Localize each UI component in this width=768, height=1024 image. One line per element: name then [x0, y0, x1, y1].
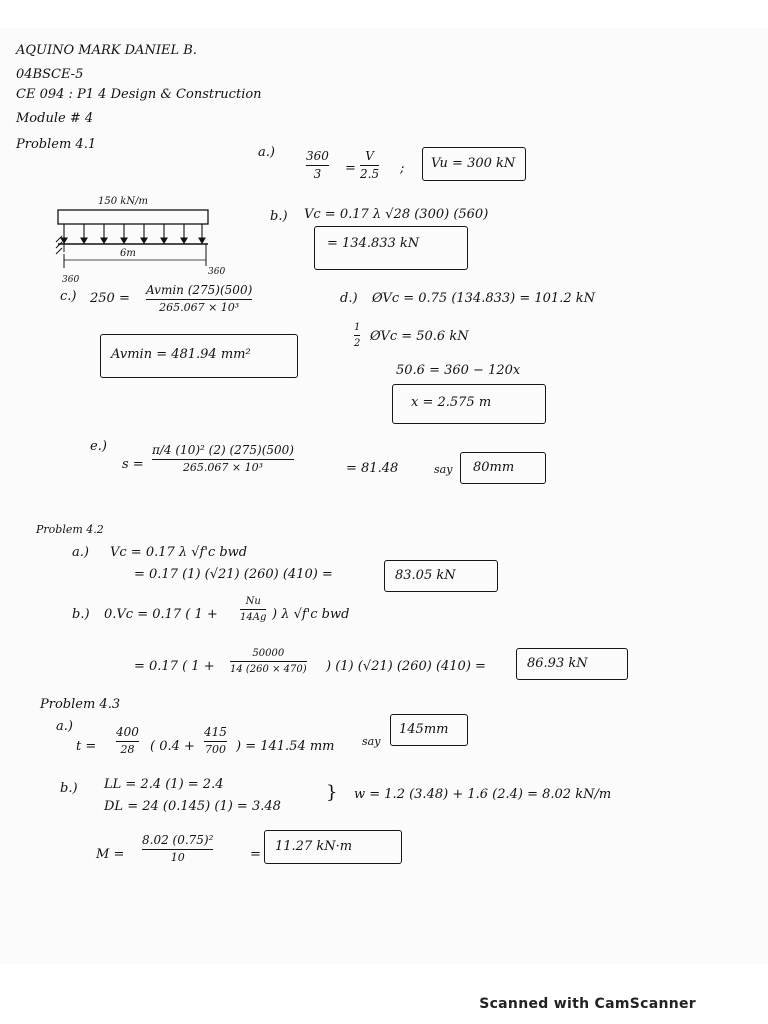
ratio-1: 360 3 [306, 149, 329, 181]
ratio-2: V 2.5 [360, 149, 380, 181]
part-b-label: b.) [60, 781, 78, 796]
answer-box-4-1a: Vu = 300 kN [422, 147, 526, 181]
avmin-fraction: Avmin (275)(500) 265.067 × 10³ [146, 283, 253, 314]
section: 04BSCE-5 [16, 67, 84, 82]
problem-4-1-title: Problem 4.1 [16, 137, 97, 152]
scanner-watermark: Scanned with CamScanner [479, 996, 696, 1012]
scanned-page: AQUINO MARK DANIEL B. 04BSCE-5 CE 094 : P1 4 Design & Construction Module # 4 Problem 4.1 150 kN/m 6m 360 360 a.) 360 3 = V 2.5 ; Vu = 300 kN b.) Vc = 0.17 λ √28 (300) (560) = 134.833 kN c.) 250 = Avmin (275)(500) 265.067 × 10³ Avmin = 481.94 mm² d.) ØVc = 0.75 (134.833) = 101.2 kN 1 2 ØVc = 50.6 kN 50.6 = 360 − 120x x = 2.575 m e.) s = π/4 (10)² (2) (275)(500) 265.067 × 10³ = 81.48 say 80mm Problem 4.2 a.) Vc = 0.17 λ √f'c bwd = 0.17 (1) (√21) (260) (410) = 83.05 kN b.) 0.Vc = 0.17 ( 1 + Nu 14Ag ) λ √f'c bwd = 0.17 ( 1 + 50000 14 (260 × 470) ) (1) (√21) (260) (410) = 86.93 kN Problem 4.3 a.) t = 400 28 ( 0.4 + 415 700 ) = 141.54 mm say 145mm b.) LL = 2.4 (1) = 2.4 DL = 24 (0.145) (1) = 3.48 } w = 1.2 (3.48) + 1.6 (2.4) = 8.02 kN/m M = 8.02 (0.75)² 10 = 11.27 kN·m [0, 28, 768, 964]
load-block [58, 210, 208, 224]
part-e-label: e.) [90, 439, 107, 454]
answer-box-4-3b: 11.27 kN·m [264, 830, 402, 864]
part-c-label: c.) [60, 289, 77, 304]
module-number: Module # 4 [16, 111, 94, 126]
part-a-label: a.) [72, 545, 89, 560]
load-label: 150 kN/m [98, 196, 148, 207]
part-a-label: a.) [258, 145, 275, 160]
problem-4-3-title: Problem 4.3 [40, 697, 121, 712]
right-reaction-label: 360 [208, 267, 226, 277]
part-b-label: b.) [270, 209, 288, 224]
answer-box-4-2a: 83.05 kN [384, 560, 498, 592]
vc-equation: Vc = 0.17 λ √28 (300) (560) [304, 207, 489, 222]
answer-box-4-3a: 145mm [390, 714, 468, 746]
load-arrows [61, 224, 205, 243]
answer-box-4-1e: 80mm [460, 452, 546, 484]
part-d-label: d.) [340, 291, 358, 306]
left-reaction-label: 360 [62, 275, 80, 284]
part-a-label: a.) [56, 719, 73, 734]
part-b-label: b.) [72, 607, 90, 622]
answer-box-4-1c: Avmin = 481.94 mm² [100, 334, 298, 378]
answer-box-4-2b: 86.93 kN [516, 648, 628, 680]
spacing-fraction: π/4 (10)² (2) (275)(500) 265.067 × 10³ [152, 443, 294, 474]
problem-4-2-title: Problem 4.2 [36, 523, 104, 536]
span-label: 6m [120, 248, 136, 259]
beam-diagram [50, 186, 230, 284]
course-title: CE 094 : P1 4 Design & Construction [16, 87, 262, 102]
answer-box-4-1d: x = 2.575 m [392, 384, 546, 424]
answer-box-4-1b: = 134.833 kN [314, 226, 468, 270]
student-name: AQUINO MARK DANIEL B. [16, 43, 197, 58]
